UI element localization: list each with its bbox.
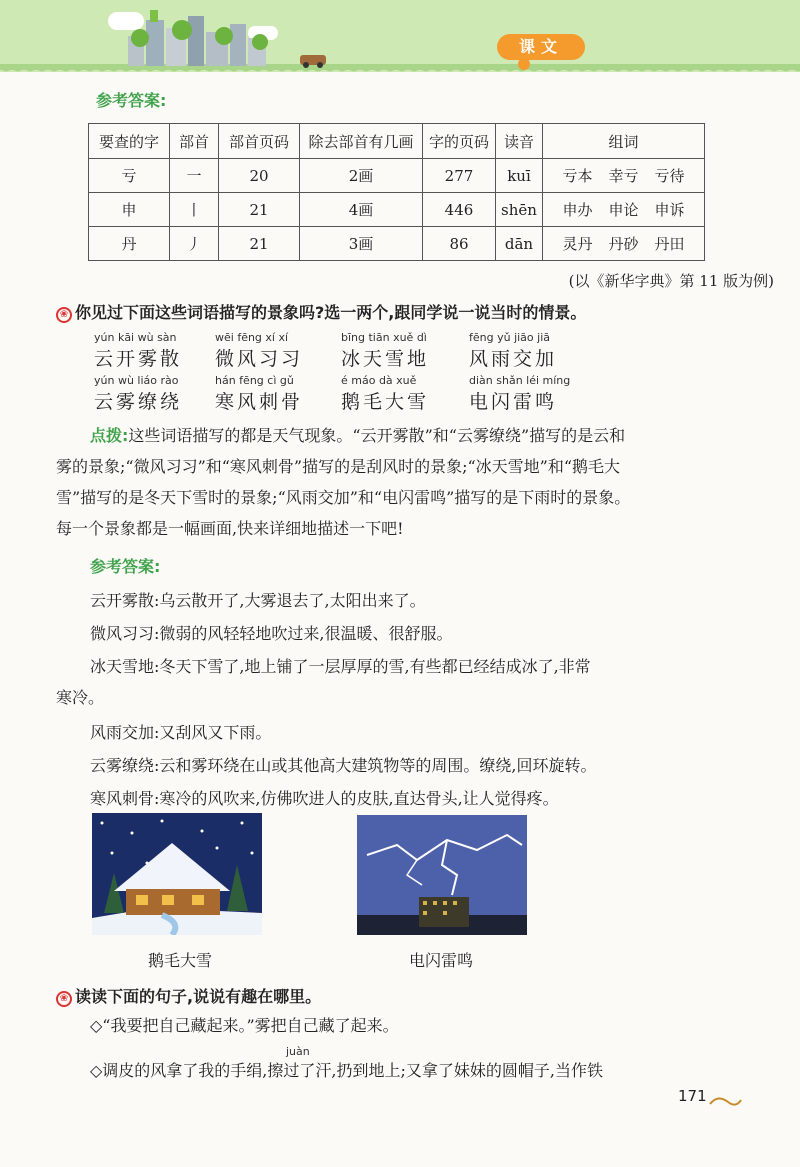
table-row (89, 159, 705, 193)
hint-line: 这些词语描写的都是天气现象。“云开雾散”和“云雾缭绕”描写的是云和 (128, 426, 626, 445)
cell-char-page: 86 (423, 227, 496, 261)
word-item (94, 331, 182, 371)
cell-radical-page: 21 (219, 193, 300, 227)
word-item (94, 374, 182, 414)
answer-label: 参考答案: (96, 91, 167, 110)
swirl-ornament-icon (708, 1092, 744, 1110)
cell-strokes: 3画 (300, 227, 423, 261)
lightning-scene-icon (357, 815, 527, 935)
table-header: 字的页码 (423, 124, 496, 159)
answer-line: 微风习习:微弱的风轻轻地吹过来,很温暖、很舒服。 (90, 624, 453, 643)
word-pinyin: fēng yǔ jiāo jiā (469, 331, 551, 344)
cell-words (543, 227, 705, 261)
word-pinyin: hán fēng cì gǔ (215, 374, 294, 387)
word: 亏待 (654, 167, 685, 185)
cell-pinyin: kuī (496, 159, 543, 193)
answer-line: 寒风刺骨:寒冷的风吹来,仿佛吹进人的皮肤,直达骨头,让人觉得疼。 (90, 789, 559, 808)
lightning-city-illustration (357, 815, 527, 935)
sentence-1: ◇“我要把自己藏起来。”雾把自己藏了起来。 (90, 1016, 399, 1035)
cell-words (543, 193, 705, 227)
word-item (215, 374, 303, 414)
flower-icon: ❀ (56, 307, 72, 323)
answer-line: 寒冷。 (56, 688, 105, 707)
answer-label-2: 参考答案: (90, 557, 161, 576)
question-text: 读读下面的句子,说说有趣在哪里。 (75, 987, 322, 1006)
word: 亏本 (562, 167, 593, 185)
answer-line: 云雾缭绕:云和雾环绕在山或其他高大建筑物等的周围。缭绕,回环旋转。 (90, 756, 597, 775)
cell-radical-page: 21 (219, 227, 300, 261)
section-tab-kewen: 课文 (497, 34, 585, 60)
cell-char: 亏 (89, 159, 170, 193)
caption-lightning: 电闪雷鸣 (409, 951, 474, 970)
city-skyline-icon (120, 8, 270, 66)
snow-cabin-illustration (92, 813, 262, 935)
cell-char: 丹 (89, 227, 170, 261)
cell-strokes: 2画 (300, 159, 423, 193)
sentence-2: ◇调皮的风拿了我的手绢,擦过了汗,扔到地上;又拿了妹妹的圆帽子,当作铁 (90, 1061, 603, 1080)
cell-pinyin: shēn (496, 193, 543, 227)
cell-radical: 丨 (170, 193, 219, 227)
table-row (89, 193, 705, 227)
snow-scene-icon (92, 813, 262, 935)
word-item (469, 331, 557, 371)
word-text: 云开雾散 (94, 348, 183, 370)
header-scallop-border (0, 66, 800, 78)
table-header: 部首 (170, 124, 219, 159)
word-item (341, 331, 429, 371)
cell-radical: 一 (170, 159, 219, 193)
cell-char: 申 (89, 193, 170, 227)
table-header: 要查的字 (89, 124, 170, 159)
dictionary-lookup-table (88, 123, 705, 261)
cell-pinyin: dān (496, 227, 543, 261)
page-number: 171 (678, 1087, 707, 1105)
word: 申办 (562, 201, 593, 219)
flower-icon: ❀ (56, 991, 72, 1007)
word-pinyin: wēi fēng xí xí (215, 331, 289, 344)
hint-label: 点拨: (90, 426, 129, 445)
word-text: 寒风刺骨 (215, 391, 304, 413)
answer-line: 风雨交加:又刮风又下雨。 (90, 723, 272, 742)
word: 幸亏 (608, 167, 639, 185)
answers-block (56, 585, 746, 814)
question-text: 你见过下面这些词语描写的景象吗?选一两个,跟同学说一说当时的情景。 (75, 303, 587, 322)
table-header-row (89, 124, 705, 159)
word-item (469, 374, 570, 414)
table-header: 部首页码 (219, 124, 300, 159)
word-pinyin: yún wù liáo rào (94, 374, 179, 387)
word-item (215, 331, 303, 371)
cell-words (543, 159, 705, 193)
question-2 (56, 300, 586, 323)
caption-snow: 鹅毛大雪 (148, 951, 213, 970)
word-pinyin: yún kāi wù sàn (94, 331, 177, 344)
word: 丹砂 (608, 235, 639, 253)
word-text: 鹅毛大雪 (341, 391, 430, 413)
edition-note: (以《新华字典》第 11 版为例) (568, 272, 774, 290)
word-pinyin: diàn shǎn léi míng (469, 374, 571, 387)
car-icon (298, 52, 328, 68)
word-pinyin: é máo dà xuě (341, 374, 417, 387)
table-header: 读音 (496, 124, 543, 159)
hint-line: 雾的景象;“微风习习”和“寒风刺骨”描写的是刮风时的景象;“冰天雪地”和“鹅毛大 (56, 457, 621, 476)
word: 灵丹 (562, 235, 593, 253)
pinyin-annotation: juàn (286, 1045, 310, 1058)
word: 丹田 (654, 235, 685, 253)
hint-line: 每一个景象都是一幅画面,快来详细地描述一下吧! (56, 519, 404, 538)
word-item (341, 374, 429, 414)
answer-line: 云开雾散:乌云散开了,大雾退去了,太阳出来了。 (90, 591, 426, 610)
table-row (89, 227, 705, 261)
cell-char-page: 277 (423, 159, 496, 193)
word-pinyin: bīng tiān xuě dì (341, 331, 427, 344)
answer-line: 冰天雪地:冬天下雪了,地上铺了一层厚厚的雪,有些都已经结成冰了,非常 (90, 657, 591, 676)
cell-char-page: 446 (423, 193, 496, 227)
word: 申诉 (654, 201, 685, 219)
word: 申论 (608, 201, 639, 219)
hint-paragraph (56, 420, 746, 544)
word-text: 电闪雷鸣 (469, 391, 558, 413)
cell-strokes: 4画 (300, 193, 423, 227)
word-text: 云雾缭绕 (94, 391, 183, 413)
table-header: 组词 (543, 124, 705, 159)
table-header: 除去部首有几画 (300, 124, 423, 159)
cell-radical-page: 20 (219, 159, 300, 193)
question-3 (56, 984, 321, 1007)
cell-radical: 丿 (170, 227, 219, 261)
word-text: 风雨交加 (469, 348, 558, 370)
word-text: 冰天雪地 (341, 348, 430, 370)
hint-line: 雪”描写的是冬天下雪时的景象;“风雨交加”和“电闪雷鸣”描写的是下雨时的景象。 (56, 488, 631, 507)
word-text: 微风习习 (215, 348, 304, 370)
